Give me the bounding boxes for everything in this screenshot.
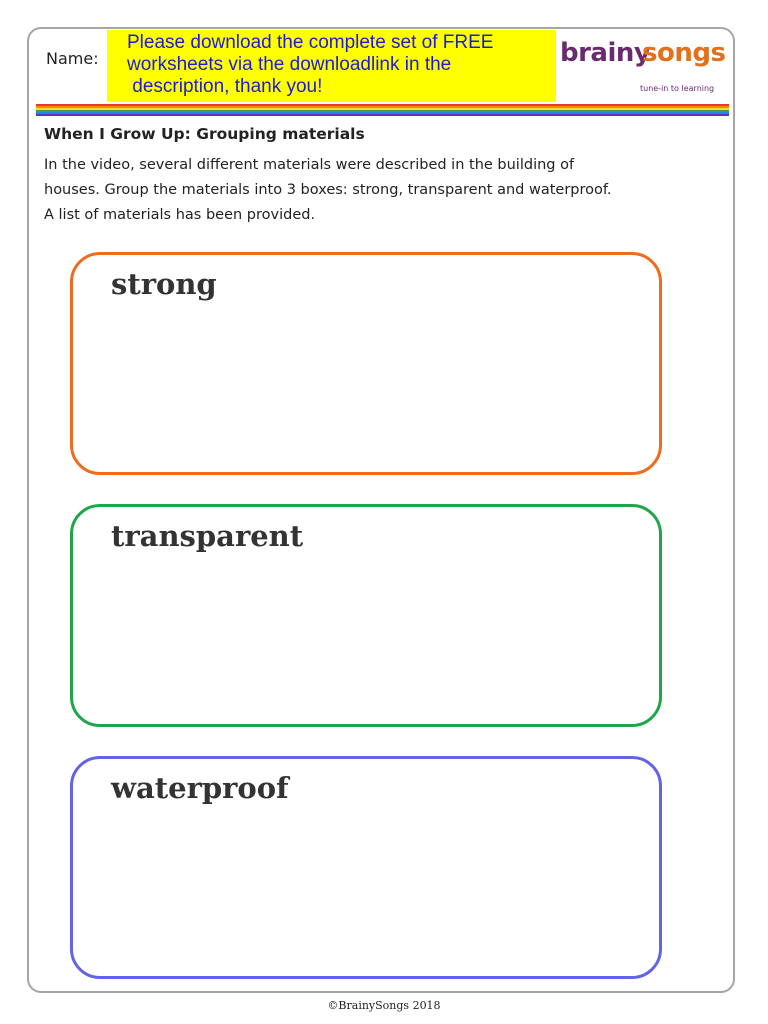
download-banner xyxy=(107,30,556,102)
instructions xyxy=(44,153,734,228)
logo-word-songs: songs xyxy=(642,38,726,68)
logo-tagline: tune-in to learning xyxy=(640,84,715,93)
strong-box-label: strong xyxy=(111,267,217,301)
copyright-footer: ©BrainySongs 2018 xyxy=(327,999,441,1012)
rainbow-stripe xyxy=(36,114,729,116)
strong-box[interactable] xyxy=(70,252,662,475)
waterproof-box-label: waterproof xyxy=(111,771,289,805)
transparent-box[interactable] xyxy=(70,504,662,727)
rainbow-divider xyxy=(36,104,729,116)
worksheet-title: When I Grow Up: Grouping materials xyxy=(44,125,365,143)
instructions-line: A list of materials has been provided. xyxy=(44,207,316,223)
name-label: Name: xyxy=(46,49,99,68)
brainysongs-logo xyxy=(560,36,726,100)
logo-word-brainy: brainy xyxy=(560,38,651,68)
instructions-line: houses. Group the materials into 3 boxes: strong, transparent and waterproof. xyxy=(44,182,612,198)
waterproof-box[interactable] xyxy=(70,756,662,979)
instructions-line: In the video, several different materials were described in the building of xyxy=(44,157,575,173)
banner-line: description, thank you! xyxy=(127,76,323,97)
banner-line: worksheets via the downloadlink in the xyxy=(127,54,452,75)
transparent-box-label: transparent xyxy=(111,519,304,553)
banner-line: Please download the complete set of FREE xyxy=(127,32,494,53)
